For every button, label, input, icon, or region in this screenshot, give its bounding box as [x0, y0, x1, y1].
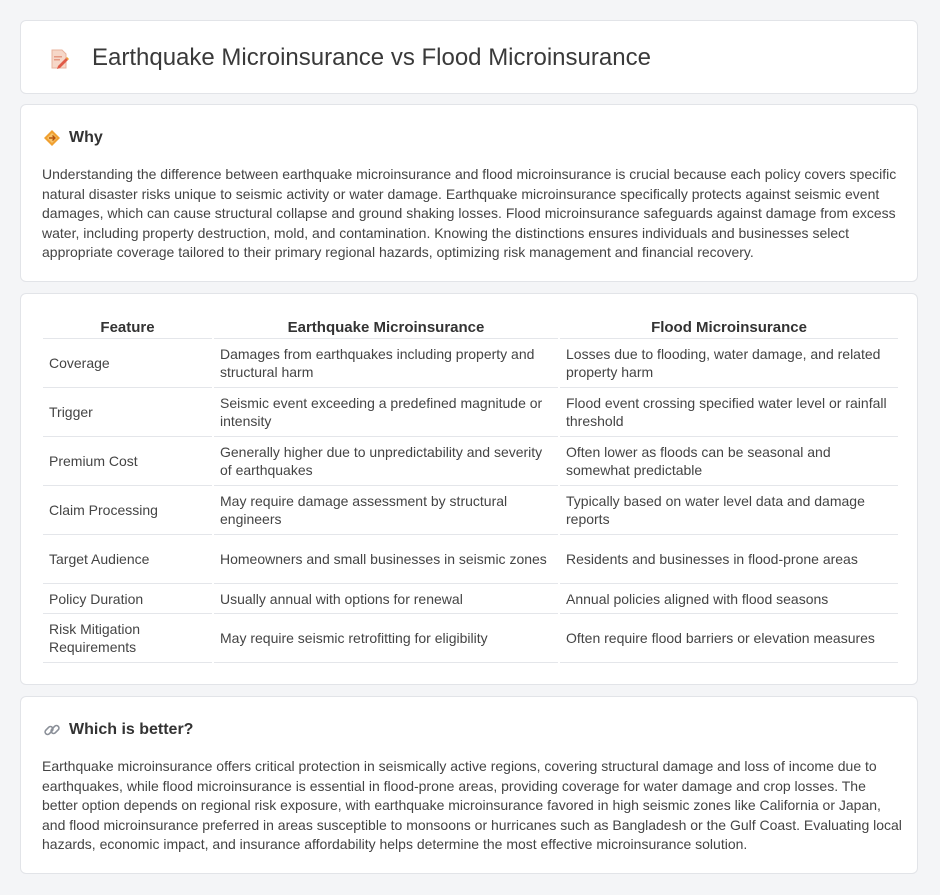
document-pencil-icon [47, 47, 71, 71]
table-row [43, 535, 898, 584]
table-row [43, 486, 898, 535]
better-heading: Which is better? [69, 721, 194, 738]
feature-cell: Claim Processing [43, 486, 213, 535]
comparison-table [43, 316, 898, 663]
why-section [20, 104, 918, 282]
table-header-row [43, 316, 898, 339]
earthquake-cell: May require seismic retrofitting for eligibility [213, 614, 559, 663]
flood-cell: Flood event crossing specified water level or rainfall threshold [559, 388, 898, 437]
flood-cell: Often require flood barriers or elevation measures [559, 614, 898, 663]
table-row [43, 437, 898, 486]
feature-cell: Premium Cost [43, 437, 213, 486]
table-row [43, 339, 898, 388]
better-text: Earthquake microinsurance offers critical protection in seismically active regions, covering structural damage and loss of income due to earthquakes, while flood microinsurance is essential in flood-prone areas, providing coverage for water damage and crop losses. The better option depends on regional risk exposure, with earthquake microinsurance favored in high seismic zones like California or Japan, and flood microinsurance preferred in areas susceptible to monsoons or hurricanes such as Bangladesh or the Gulf Coast. Evaluating local hazards, economic impact, and insurance affordability helps determine the most effective microinsurance solution. [42, 758, 902, 852]
better-section [20, 696, 918, 874]
flood-cell: Often lower as floods can be seasonal and somewhat predictable [559, 437, 898, 486]
feature-cell: Risk Mitigation Requirements [43, 614, 213, 663]
flood-cell: Residents and businesses in flood-prone areas [559, 535, 898, 584]
header-flood: Flood Microinsurance [559, 316, 898, 339]
comparison-section [20, 293, 918, 685]
feature-cell: Policy Duration [43, 584, 213, 614]
why-text: Understanding the difference between earthquake microinsurance and flood microinsurance is crucial because each policy covers specific natural disaster risks unique to seismic activity or water damage. Earthquake microinsurance specifically protects against seismic event damages, which can cause structural collapse and ground shaking losses. Flood microinsurance safeguards against damage from excess water, including property destruction, mold, and contamination. Knowing the distinctions ensures individuals and businesses select appropriate coverage tailored to their primary regional hazards, optimizing risk management and financial recovery. [42, 166, 897, 260]
earthquake-cell: Generally higher due to unpredictability and severity of earthquakes [213, 437, 559, 486]
earthquake-cell: Seismic event exceeding a predefined magnitude or intensity [213, 388, 559, 437]
why-heading: Why [69, 129, 103, 146]
page-title: Earthquake Microinsurance vs Flood Microinsurance [92, 44, 651, 71]
feature-cell: Coverage [43, 339, 213, 388]
feature-cell: Trigger [43, 388, 213, 437]
flood-cell: Annual policies aligned with flood seasons [559, 584, 898, 614]
header-feature: Feature [43, 316, 213, 339]
table-row [43, 388, 898, 437]
flood-cell: Losses due to flooding, water damage, and related property harm [559, 339, 898, 388]
table-row [43, 614, 898, 663]
link-icon [43, 721, 61, 739]
header-earthquake: Earthquake Microinsurance [213, 316, 559, 339]
title-card [20, 20, 918, 94]
earthquake-cell: Homeowners and small businesses in seismic zones [213, 535, 559, 584]
flood-cell: Typically based on water level data and damage reports [559, 486, 898, 535]
why-heading-row [43, 128, 103, 148]
feature-cell: Target Audience [43, 535, 213, 584]
earthquake-cell: May require damage assessment by structural engineers [213, 486, 559, 535]
earthquake-cell: Usually annual with options for renewal [213, 584, 559, 614]
better-heading-row [43, 720, 193, 740]
earthquake-cell: Damages from earthquakes including property and structural harm [213, 339, 559, 388]
table-row [43, 584, 898, 614]
diamond-sign-icon [43, 129, 61, 147]
